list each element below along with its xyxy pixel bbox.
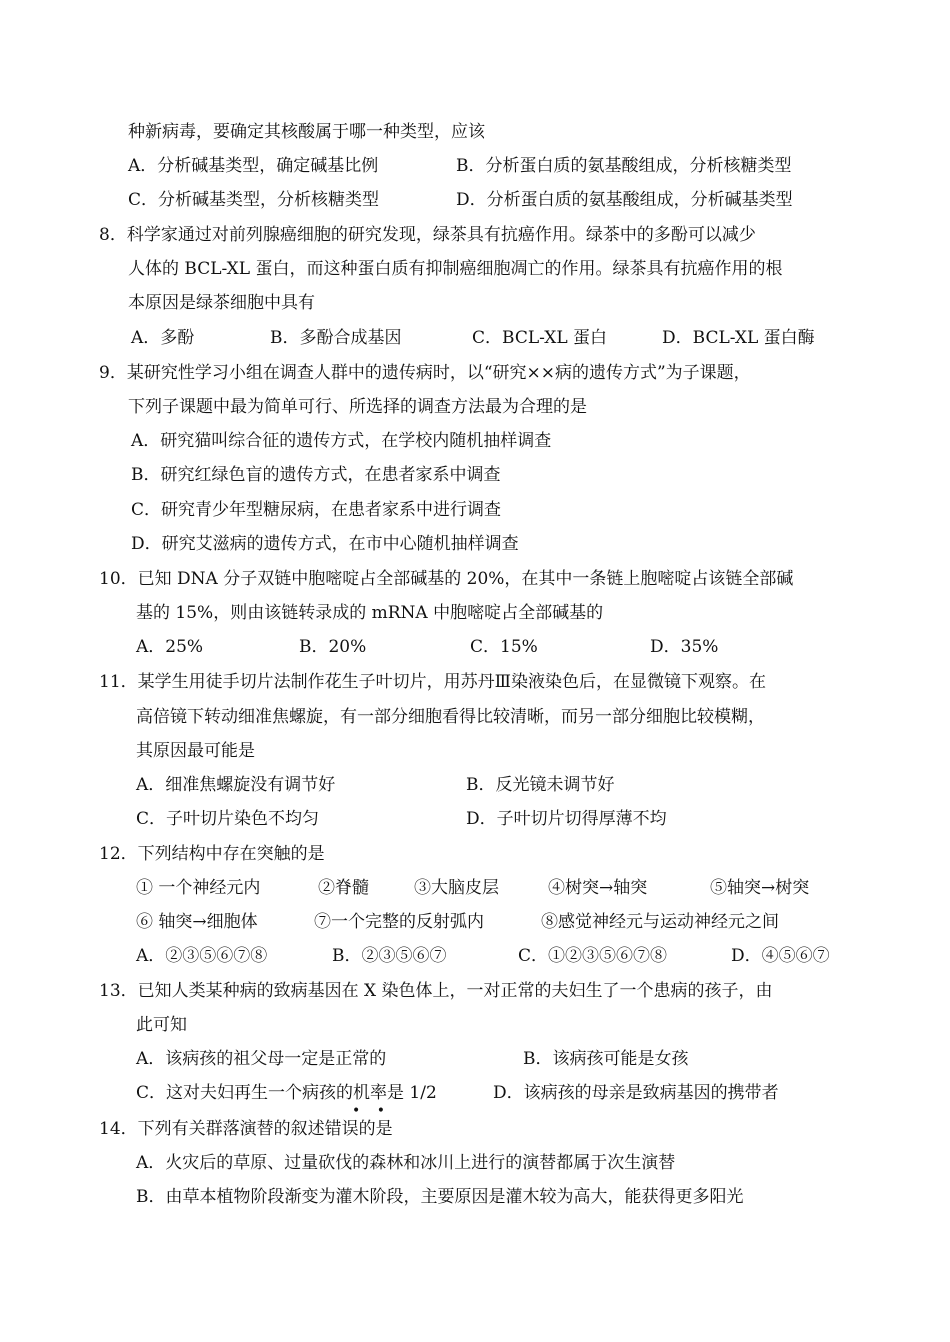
emphasis-dots: • • bbox=[352, 1103, 391, 1119]
q8-option-c: C．BCL-XL 蛋白 bbox=[472, 328, 608, 348]
q12-item-4: ④树突→轴突 bbox=[548, 878, 648, 898]
question-8-stem-line3: 本原因是绿茶细胞中具有 bbox=[128, 293, 315, 313]
q8-option-b: B．多酚合成基因 bbox=[270, 328, 402, 348]
question-11-stem-line1: 11．某学生用徒手切片法制作花生子叶切片，用苏丹Ⅲ染液染色后，在显微镜下观察。在 bbox=[99, 672, 767, 692]
q7-option-d: D．分析蛋白质的氨基酸组成，分析碱基类型 bbox=[456, 190, 793, 210]
q8-option-a: A．多酚 bbox=[131, 328, 195, 348]
q12-item-6: ⑥ 轴突→细胞体 bbox=[136, 912, 258, 932]
question-11-stem-line2: 高倍镜下转动细准焦螺旋，有一部分细胞看得比较清晰，而另一部分细胞比较模糊， bbox=[136, 707, 765, 727]
q12-option-a: A．②③⑤⑥⑦⑧ bbox=[136, 946, 268, 966]
q11-option-a: A．细准焦螺旋没有调节好 bbox=[136, 775, 336, 795]
q7-option-a: A．分析碱基类型，确定碱基比例 bbox=[128, 156, 379, 176]
question-12-stem: 12．下列结构中存在突触的是 bbox=[99, 844, 325, 864]
q12-item-3: ③大脑皮层 bbox=[414, 878, 499, 898]
question-8-stem-line2: 人体的 BCL-XL 蛋白，而这种蛋白质有抑制癌细胞凋亡的作用。绿茶具有抗癌作用的根 bbox=[128, 259, 783, 279]
q11-option-d: D．子叶切片切得厚薄不均 bbox=[466, 809, 667, 829]
q11-option-b: B．反光镜未调节好 bbox=[466, 775, 615, 795]
question-10-stem-line2: 基的 15%，则由该链转录成的 mRNA 中胞嘧啶占全部碱基的 bbox=[136, 603, 604, 623]
q12-option-d: D．④⑤⑥⑦ bbox=[731, 946, 830, 966]
q9-option-d: D．研究艾滋病的遗传方式，在市中心随机抽样调查 bbox=[131, 534, 519, 554]
q9-option-a: A．研究猫叫综合征的遗传方式，在学校内随机抽样调查 bbox=[131, 431, 552, 451]
q10-option-d: D．35% bbox=[650, 637, 719, 657]
q12-option-c: C．①②③⑤⑥⑦⑧ bbox=[518, 946, 668, 966]
q8-option-d: D．BCL-XL 蛋白酶 bbox=[662, 328, 815, 348]
q9-option-b: B．研究红绿色盲的遗传方式，在患者家系中调查 bbox=[131, 465, 501, 485]
q14-option-a: A．火灾后的草原、过量砍伐的森林和冰川上进行的演替都属于次生演替 bbox=[136, 1153, 676, 1173]
q7-option-b: B．分析蛋白质的氨基酸组成，分析核糖类型 bbox=[456, 156, 792, 176]
q13-option-d: D．该病孩的母亲是致病基因的携带者 bbox=[493, 1083, 779, 1103]
q13-option-b: B．该病孩可能是女孩 bbox=[523, 1049, 689, 1069]
q13-option-a: A．该病孩的祖父母一定是正常的 bbox=[136, 1049, 387, 1069]
q11-option-c: C．子叶切片染色不均匀 bbox=[136, 809, 320, 829]
q10-option-c: C．15% bbox=[470, 637, 538, 657]
question-13-stem-line2: 此可知 bbox=[136, 1015, 187, 1035]
q14-option-b: B．由草本植物阶段渐变为灌木阶段，主要原因是灌木较为高大，能获得更多阳光 bbox=[136, 1187, 744, 1207]
q12-option-b: B．②③⑤⑥⑦ bbox=[332, 946, 447, 966]
q9-option-c: C．研究青少年型糖尿病，在患者家系中进行调查 bbox=[131, 500, 502, 520]
q12-item-2: ②脊髓 bbox=[318, 878, 369, 898]
question-14-stem: 14．下列有关群落演替的叙述错误的是 bbox=[99, 1119, 393, 1139]
question-8-stem-line1: 8．科学家通过对前列腺癌细胞的研究发现，绿茶具有抗癌作用。绿茶中的多酚可以减少 bbox=[99, 225, 756, 245]
q7-option-c: C．分析碱基类型，分析核糖类型 bbox=[128, 190, 380, 210]
q12-item-7: ⑦一个完整的反射弧内 bbox=[314, 912, 484, 932]
q10-option-b: B．20% bbox=[299, 637, 367, 657]
question-9-stem-line1: 9．某研究性学习小组在调查人群中的遗传病时，以“研究××病的遗传方式”为子课题， bbox=[99, 363, 751, 383]
q12-item-1: ① 一个神经元内 bbox=[136, 878, 261, 898]
question-11-stem-line3: 其原因最可能是 bbox=[136, 741, 255, 761]
q13-option-c: C．这对夫妇再生一个病孩的机率是 1/2 bbox=[136, 1083, 437, 1103]
question-13-stem-line1: 13．已知人类某种病的致病基因在 X 染色体上，一对正常的夫妇生了一个患病的孩子，由 bbox=[99, 981, 773, 1001]
q12-item-8: ⑧感觉神经元与运动神经元之间 bbox=[541, 912, 779, 932]
q10-option-a: A．25% bbox=[136, 637, 204, 657]
question-7-continuation: 种新病毒，要确定其核酸属于哪一种类型，应该 bbox=[128, 122, 485, 142]
question-9-stem-line2: 下列子课题中最为简单可行、所选择的调查方法最为合理的是 bbox=[128, 397, 587, 417]
q12-item-5: ⑤轴突→树突 bbox=[710, 878, 810, 898]
question-10-stem-line1: 10．已知 DNA 分子双链中胞嘧啶占全部碱基的 20%，在其中一条链上胞嘧啶占该链全部碱 bbox=[99, 569, 794, 589]
